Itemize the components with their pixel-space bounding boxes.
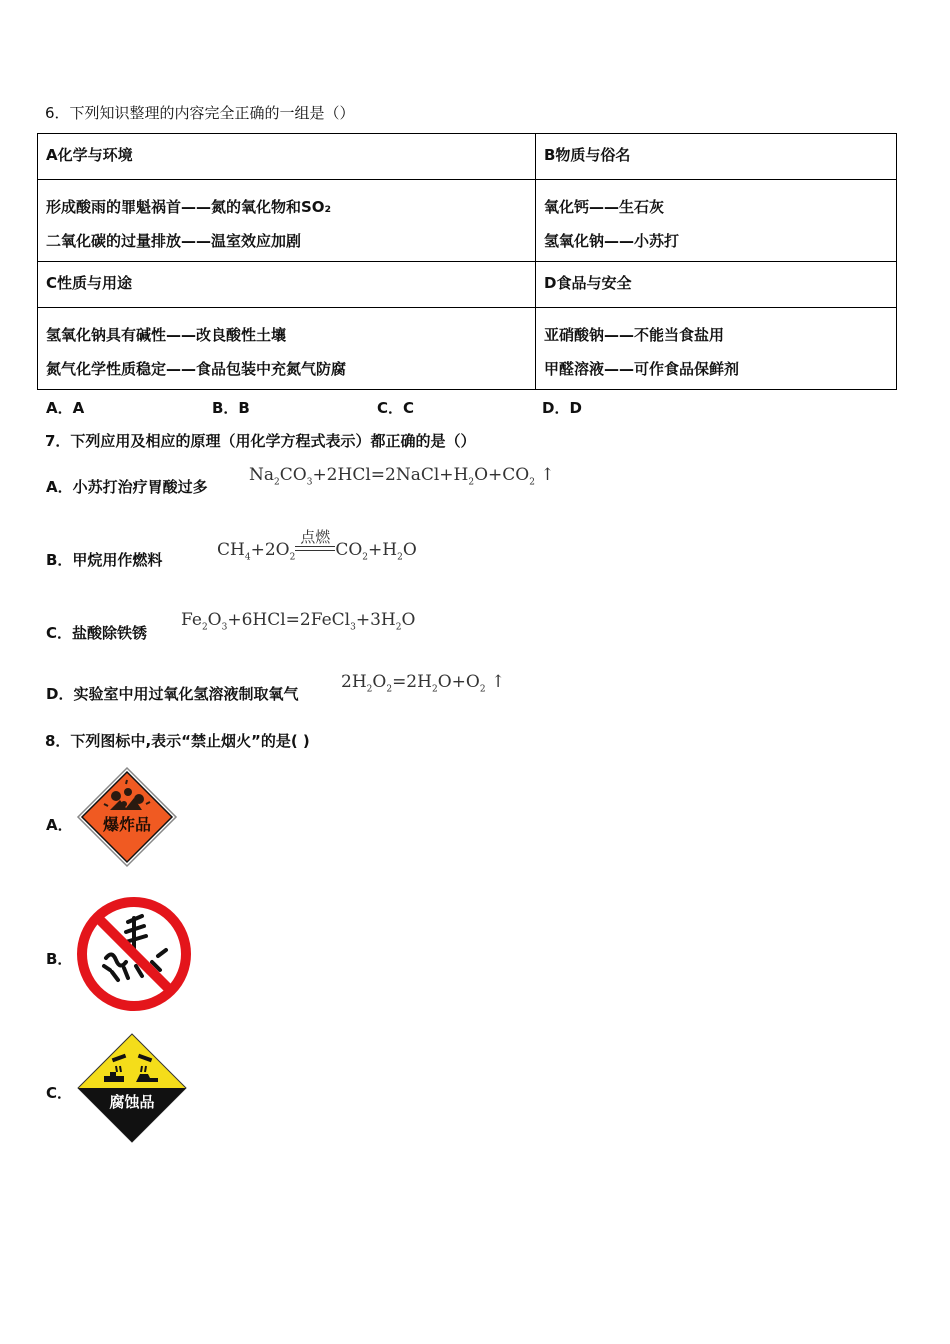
no-fire-sign-icon[interactable]	[76, 896, 192, 1012]
condition-mark	[295, 528, 335, 555]
cell-b-header: B物质与俗名	[536, 134, 897, 180]
q7-equation-c: $Fe_2O_3+6HCl=2FeCl_3+3H_2O$	[181, 610, 416, 633]
corrosive-sign-text: 腐蚀品	[109, 1093, 155, 1111]
cell-a-line1: 形成酸雨的罪魁祸首——氮的氧化物和SO₂	[46, 198, 332, 216]
cell-c-header: C性质与用途	[38, 262, 536, 308]
q6-title: 6．下列知识整理的内容完全正确的一组是（）	[45, 104, 355, 122]
cell-c-line1: 氢氧化钠具有碱性——改良酸性土壤	[46, 326, 287, 344]
q6-option-d[interactable]: D．D	[542, 399, 582, 417]
q7-option-b[interactable]: B．甲烷用作燃料	[46, 551, 163, 569]
q6-option-a[interactable]: A．A	[46, 399, 85, 417]
cell-d-header: D食品与安全	[536, 262, 897, 308]
knowledge-table	[37, 133, 897, 390]
q7-option-a[interactable]: A．小苏打治疗胃酸过多	[46, 478, 208, 496]
q6-option-c[interactable]: C．C	[377, 399, 415, 417]
cell-a-body	[38, 180, 536, 262]
cell-c-line2: 氮气化学性质稳定——食品包装中充氮气防腐	[46, 360, 347, 378]
q7-equation-d: $2H_2O_2=2H_2O+O_2$ ↑	[341, 672, 506, 695]
q8-option-b-label[interactable]: B．	[46, 950, 73, 968]
q8-title: 8．下列图标中,表示“禁止烟火”的是( )	[45, 732, 310, 750]
cell-b-line2: 氢氧化钠——小苏打	[544, 232, 680, 250]
q6-option-b[interactable]: B．B	[212, 399, 250, 417]
cell-d-line2: 甲醛溶液——可作食品保鲜剂	[544, 360, 740, 378]
cell-d-line1: 亚硝酸钠——不能当食盐用	[544, 326, 725, 344]
explosive-sign-icon[interactable]	[76, 766, 178, 868]
condition-label: 点燃	[300, 528, 331, 546]
cell-c-body	[38, 308, 536, 390]
corrosive-sign-icon[interactable]	[76, 1032, 188, 1144]
cell-b-body	[536, 180, 897, 262]
q7-equation-b: $CH_4+2O_2$ 点燃 $CO_2+H_2O$	[217, 528, 417, 563]
explosive-sign-text: 爆炸品	[102, 815, 152, 834]
q8-option-a-label[interactable]: A．	[46, 816, 73, 834]
cell-d-body	[536, 308, 897, 390]
q7-option-c[interactable]: C．盐酸除铁锈	[46, 624, 148, 642]
q8-option-c-label[interactable]: C．	[46, 1084, 73, 1102]
q7-equation-a: $Na_2CO_3+2HCl=2NaCl+H_2O+CO_2$ ↑	[249, 465, 555, 488]
cell-a-line2: 二氧化碳的过量排放——温室效应加剧	[46, 232, 302, 250]
q7-option-d[interactable]: D．实验室中用过氧化氢溶液制取氧气	[46, 685, 299, 703]
cell-a-header: A化学与环境	[38, 134, 536, 180]
cell-b-line1: 氧化钙——生石灰	[544, 198, 665, 216]
q7-title: 7．下列应用及相应的原理（用化学方程式表示）都正确的是（）	[45, 432, 476, 450]
